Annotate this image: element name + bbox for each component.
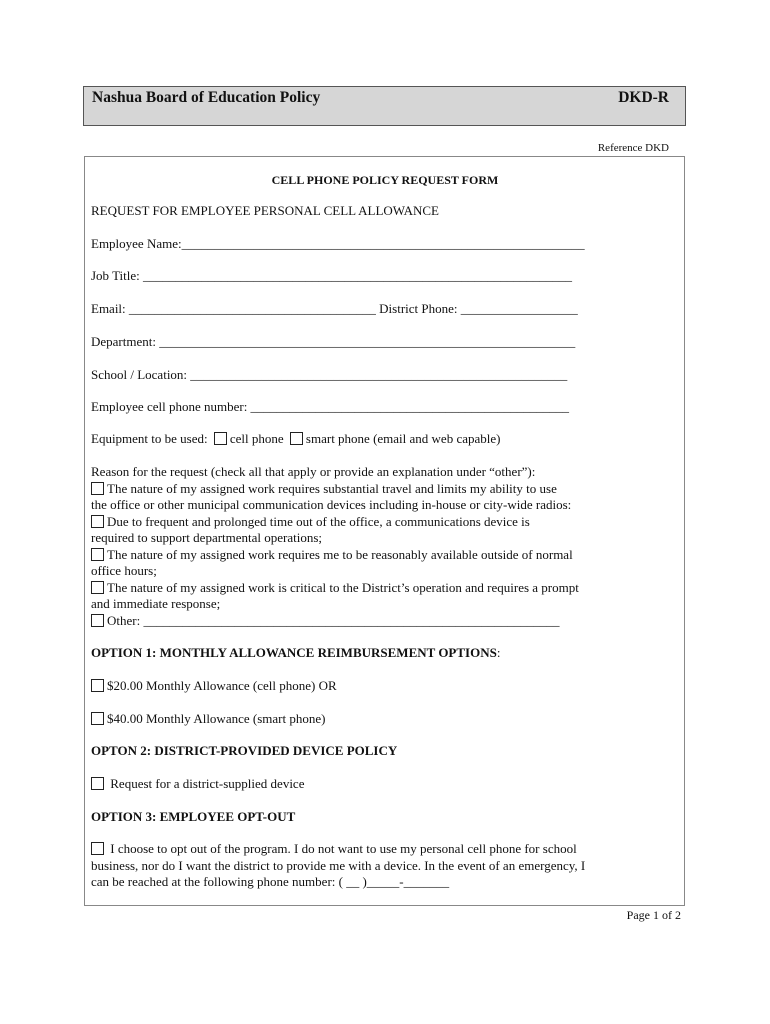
cell-phone-checkbox[interactable]	[214, 432, 227, 445]
option2-row	[91, 776, 304, 792]
email-district-phone-field[interactable]: Email: ______________________________________ District Phone: __________________	[91, 301, 578, 316]
employee-name-field[interactable]: Employee Name:______________________________________________________________	[91, 236, 585, 251]
reason-critical-checkbox[interactable]	[91, 581, 104, 594]
cell-phone-label: cell phone	[229, 431, 284, 446]
smart-phone-label: smart phone (email and web capable)	[305, 431, 501, 446]
allowance-40-checkbox[interactable]	[91, 712, 104, 725]
option1-heading: OPTION 1: MONTHLY ALLOWANCE REIMBURSEMENT OPTIONS	[91, 645, 497, 660]
option1-heading-row	[91, 645, 500, 661]
reason-availability-text-cont: office hours;	[91, 563, 157, 578]
reason-time-out-checkbox[interactable]	[91, 515, 104, 528]
allowance-20-checkbox[interactable]	[91, 679, 104, 692]
allowance-20-label: $20.00 Monthly Allowance (cell phone) OR	[107, 678, 337, 693]
opt-out-phone-field[interactable]: can be reached at the following phone number: ( __ )_____-_______	[91, 874, 450, 889]
reason-time-out-text-cont: required to support departmental operations;	[91, 530, 323, 545]
form-title: CELL PHONE POLICY REQUEST FORM	[271, 173, 499, 187]
district-device-label: Request for a district-supplied device	[110, 776, 305, 791]
reason-travel-text-cont: the office or other municipal communication devices including in-house or city-wide radios:	[91, 497, 572, 512]
policy-title: Nashua Board of Education Policy	[92, 89, 321, 106]
school-location-field[interactable]: School / Location: __________________________________________________________	[91, 367, 568, 382]
opt-out-text: I choose to opt out of the program. I do not want to use my personal cell phone for school	[110, 841, 577, 856]
opt-out-text-cont: business, nor do I want the district to provide me with a device. In the event of an emergency, I	[91, 857, 586, 873]
opt-out-checkbox[interactable]	[91, 842, 104, 855]
reason-other-field[interactable]: Other: ________________________________________________________________	[107, 612, 560, 628]
reason-intro: Reason for the request (check all that apply or provide an explanation under “other”):	[91, 464, 536, 479]
reason-section	[91, 464, 579, 629]
department-field[interactable]: Department: ________________________________________________________________	[91, 334, 576, 349]
policy-code: DKD-R	[618, 89, 669, 106]
reason-travel-text: The nature of my assigned work requires substantial travel and limits my ability to use	[107, 480, 557, 496]
option1-colon: :	[496, 645, 501, 660]
reference-label: Reference DKD	[597, 142, 669, 154]
allowance-40-label: $40.00 Monthly Allowance (smart phone)	[107, 711, 326, 726]
reason-availability-text: The nature of my assigned work requires me to be reasonably available outside of normal	[107, 546, 573, 562]
option1-40-row	[91, 711, 325, 727]
equipment-row	[91, 431, 500, 447]
option1-20-row	[91, 678, 337, 694]
option3-block	[91, 841, 585, 891]
smart-phone-checkbox[interactable]	[290, 432, 303, 445]
reason-availability-checkbox[interactable]	[91, 548, 104, 561]
job-title-field[interactable]: Job Title: __________________________________________________________________	[91, 268, 573, 283]
reason-time-out-text: Due to frequent and prolonged time out of the office, a communications device is	[107, 513, 530, 529]
option3-heading: OPTION 3: EMPLOYEE OPT-OUT	[91, 809, 296, 824]
district-device-checkbox[interactable]	[91, 777, 104, 790]
reason-other-checkbox[interactable]	[91, 614, 104, 627]
reason-critical-text-cont: and immediate response;	[91, 596, 221, 611]
page-number: Page 1 of 2	[626, 908, 681, 922]
cell-number-field[interactable]: Employee cell phone number: _________________________________________________	[91, 399, 570, 414]
reason-critical-text: The nature of my assigned work is critical to the District’s operation and requires a prompt	[107, 579, 579, 595]
reason-travel-checkbox[interactable]	[91, 482, 104, 495]
option2-heading: OPTON 2: DISTRICT-PROVIDED DEVICE POLICY	[91, 743, 398, 758]
policy-header	[83, 86, 686, 126]
form-subtitle: REQUEST FOR EMPLOYEE PERSONAL CELL ALLOWANCE	[91, 203, 439, 218]
equipment-label: Equipment to be used:	[91, 431, 208, 446]
